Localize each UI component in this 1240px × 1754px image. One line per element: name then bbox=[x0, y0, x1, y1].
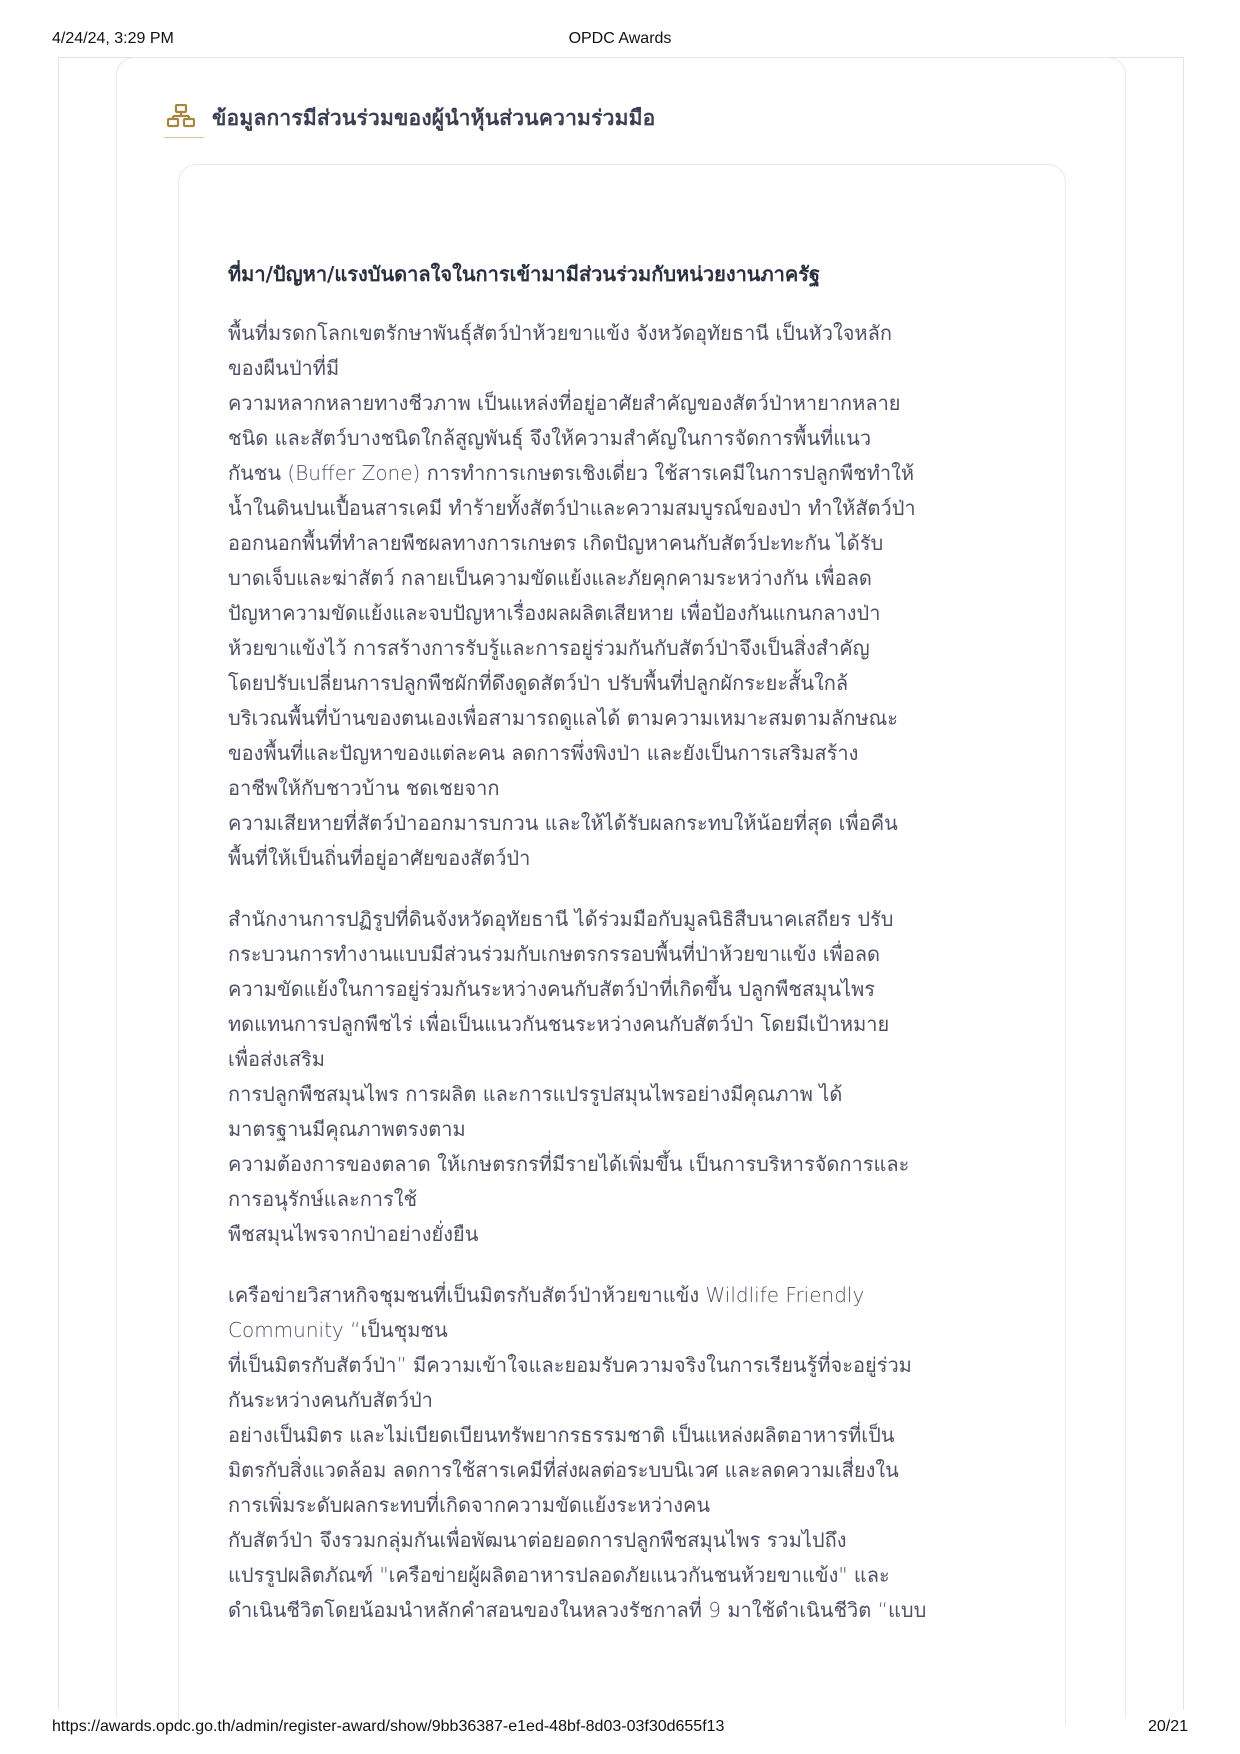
content-body bbox=[228, 258, 1028, 1654]
paragraph-line: สำนักงานการปฏิรูปที่ดินจังหวัดอุทัยธานี ได้ร่วมมือกับมูลนิธิสืบนาคเสถียร ปรับ bbox=[228, 907, 894, 931]
paragraph-line: ดำเนินชีวิตโดยน้อมนำหลักคำสอนของในหลวงรัชกาลที่ 9 มาใช้ดำเนินชีวิต “แบบ bbox=[228, 1598, 927, 1622]
paragraph-line: บาดเจ็บและฆ่าสัตว์ กลายเป็นความขัดแย้งและภัยคุกคามระหว่างกัน เพื่อลด bbox=[228, 566, 872, 590]
paragraph-line: แปรรูปผลิตภัณฑ์ "เครือข่ายผู้ผลิตอาหารปลอดภัยแนวกันชนห้วยขาแข้ง" และ bbox=[228, 1563, 890, 1587]
paragraph-line: ออกนอกพื้นที่ทำลายพืชผลทางการเกษตร เกิดปัญหาคนกับสัตว์ปะทะกัน ได้รับ bbox=[228, 531, 884, 555]
section-title: ข้อมูลการมีส่วนร่วมของผู้นำหุ้นส่วนความร่วมมือ bbox=[212, 105, 656, 130]
paragraph-line: ความเสียหายที่สัตว์ป่าออกมารบกวน และให้ได้รับผลกระทบให้น้อยที่สุด เพื่อคืน bbox=[228, 811, 898, 835]
paragraph-line: ชนิด และสัตว์บางชนิดใกล้สูญพันธุ์ จึงให้ความสำคัญในการจัดการพื้นที่แนว bbox=[228, 426, 872, 450]
content-heading: ที่มา/ปัญหา/แรงบันดาลใจในการเข้ามามีส่วนร่วมกับหน่วยงานภาครัฐ bbox=[228, 262, 821, 286]
paragraph-line: พืชสมุนไพรจากป่าอย่างยั่งยืน bbox=[228, 1222, 479, 1246]
paragraph-line: ทดแทนการปลูกพืชไร่ เพื่อเป็นแนวกันชนระหว่างคนกับสัตว์ป่า โดยมีเป้าหมาย bbox=[228, 1012, 890, 1036]
paragraph-line: อาชีพให้กับชาวบ้าน ชดเชยจาก bbox=[228, 776, 500, 800]
print-datetime: 4/24/24, 3:29 PM bbox=[52, 30, 174, 47]
paragraph bbox=[228, 1278, 1028, 1628]
sitemap-icon bbox=[164, 99, 204, 138]
paragraph-line: มาตรฐานมีคุณภาพตรงตาม bbox=[228, 1117, 466, 1141]
paragraph bbox=[228, 316, 1028, 876]
paragraph-line: Community “เป็นชุมชน bbox=[228, 1318, 448, 1342]
paragraph-line: มิตรกับสิ่งแวดล้อม ลดการใช้สารเคมีที่ส่งผลต่อระบบนิเวศ และลดความเสี่ยงใน bbox=[228, 1458, 899, 1482]
paragraph-line: กันชน (Buffer Zone) การทำการเกษตรเชิงเดี่ยว ใช้สารเคมีในการปลูกพืชทำให้ bbox=[228, 461, 915, 485]
paragraph-line: พื้นที่ให้เป็นถิ่นที่อยู่อาศัยของสัตว์ป่า bbox=[228, 846, 531, 870]
paragraph-line: การอนุรักษ์และการใช้ bbox=[228, 1187, 418, 1211]
paragraph-line: การปลูกพืชสมุนไพร การผลิต และการแปรรูปสมุนไพรอย่างมีคุณภาพ ได้ bbox=[228, 1082, 843, 1106]
paragraph-line: กระบวนการทำงานแบบมีส่วนร่วมกับเกษตรกรรอบพื้นที่ป่าห้วยขาแข้ง เพื่อลด bbox=[228, 942, 881, 966]
paragraph-list bbox=[228, 316, 1028, 1628]
print-page-number: 20/21 bbox=[1147, 1718, 1188, 1735]
paragraph-line: การเพิ่มระดับผลกระทบที่เกิดจากความขัดแย้งระหว่างคน bbox=[228, 1493, 711, 1517]
paragraph-line: โดยปรับเปลี่ยนการปลูกพืชผักที่ดึงดูดสัตว์ป่า ปรับพื้นที่ปลูกผักระยะสั้นใกล้ bbox=[228, 671, 849, 695]
paragraph-line: ที่เป็นมิตรกับสัตว์ป่า” มีความเข้าใจและยอมรับความจริงในการเรียนรู้ที่จะอยู่ร่วม bbox=[228, 1353, 912, 1377]
paragraph-line: ความหลากหลายทางชีวภาพ เป็นแหล่งที่อยู่อาศัยสำคัญของสัตว์ป่าหายากหลาย bbox=[228, 391, 901, 415]
print-url: https://awards.opdc.go.th/admin/register-award/show/9bb36387-e1ed-48bf-8d03-03f30d655f13 bbox=[52, 1718, 725, 1735]
paragraph-line: อย่างเป็นมิตร และไม่เบียดเบียนทรัพยากรธรรมชาติ เป็นแหล่งผลิตอาหารที่เป็น bbox=[228, 1423, 895, 1447]
paragraph-line: น้ำในดินปนเปื้อนสารเคมี ทำร้ายทั้งสัตว์ป่าและความสมบูรณ์ของป่า ทำให้สัตว์ป่า bbox=[228, 496, 916, 520]
print-title: OPDC Awards bbox=[568, 30, 672, 47]
paragraph bbox=[228, 902, 1028, 1252]
paragraph-line: กันระหว่างคนกับสัตว์ป่า bbox=[228, 1388, 433, 1412]
paragraph-line: เครือข่ายวิสาหกิจชุมชนที่เป็นมิตรกับสัตว์ป่าห้วยขาแข้ง Wildlife Friendly bbox=[228, 1283, 865, 1307]
paragraph-line: พื้นที่มรดกโลกเขตรักษาพันธุ์สัตว์ป่าห้วยขาแข้ง จังหวัดอุทัยธานี เป็นหัวใจหลัก bbox=[228, 321, 892, 345]
paragraph-line: ปัญหาความขัดแย้งและจบปัญหาเรื่องผลผลิตเสียหาย เพื่อป้องกันแกนกลางป่า bbox=[228, 601, 881, 625]
paragraph-line: ของพื้นที่และปัญหาของแต่ละคน ลดการพึ่งพิงป่า และยังเป็นการเสริมสร้าง bbox=[228, 741, 859, 765]
paragraph-line: บริเวณพื้นที่บ้านของตนเองเพื่อสามารถดูแลได้ ตามความเหมาะสมตามลักษณะ bbox=[228, 706, 898, 730]
paragraph-line: เพื่อส่งเสริม bbox=[228, 1047, 325, 1071]
section-header bbox=[164, 98, 655, 138]
paragraph-line: ห้วยขาแข้งไว้ การสร้างการรับรู้และการอยู่ร่วมกันกับสัตว์ป่าจึงเป็นสิ่งสำคัญ bbox=[228, 636, 870, 660]
paragraph-line: กับสัตว์ป่า จึงรวมกลุ่มกันเพื่อพัฒนาต่อยอดการปลูกพืชสมุนไพร รวมไปถึง bbox=[228, 1528, 847, 1552]
paragraph-line: ของผืนป่าที่มี bbox=[228, 356, 340, 380]
paragraph-line: ความขัดแย้งในการอยู่ร่วมกันระหว่างคนกับสัตว์ป่าที่เกิดขึ้น ปลูกพืชสมุนไพร bbox=[228, 977, 876, 1001]
paragraph-line: ความต้องการของตลาด ให้เกษตรกรที่มีรายได้เพิ่มขึ้น เป็นการบริหารจัดการและ bbox=[228, 1152, 910, 1176]
